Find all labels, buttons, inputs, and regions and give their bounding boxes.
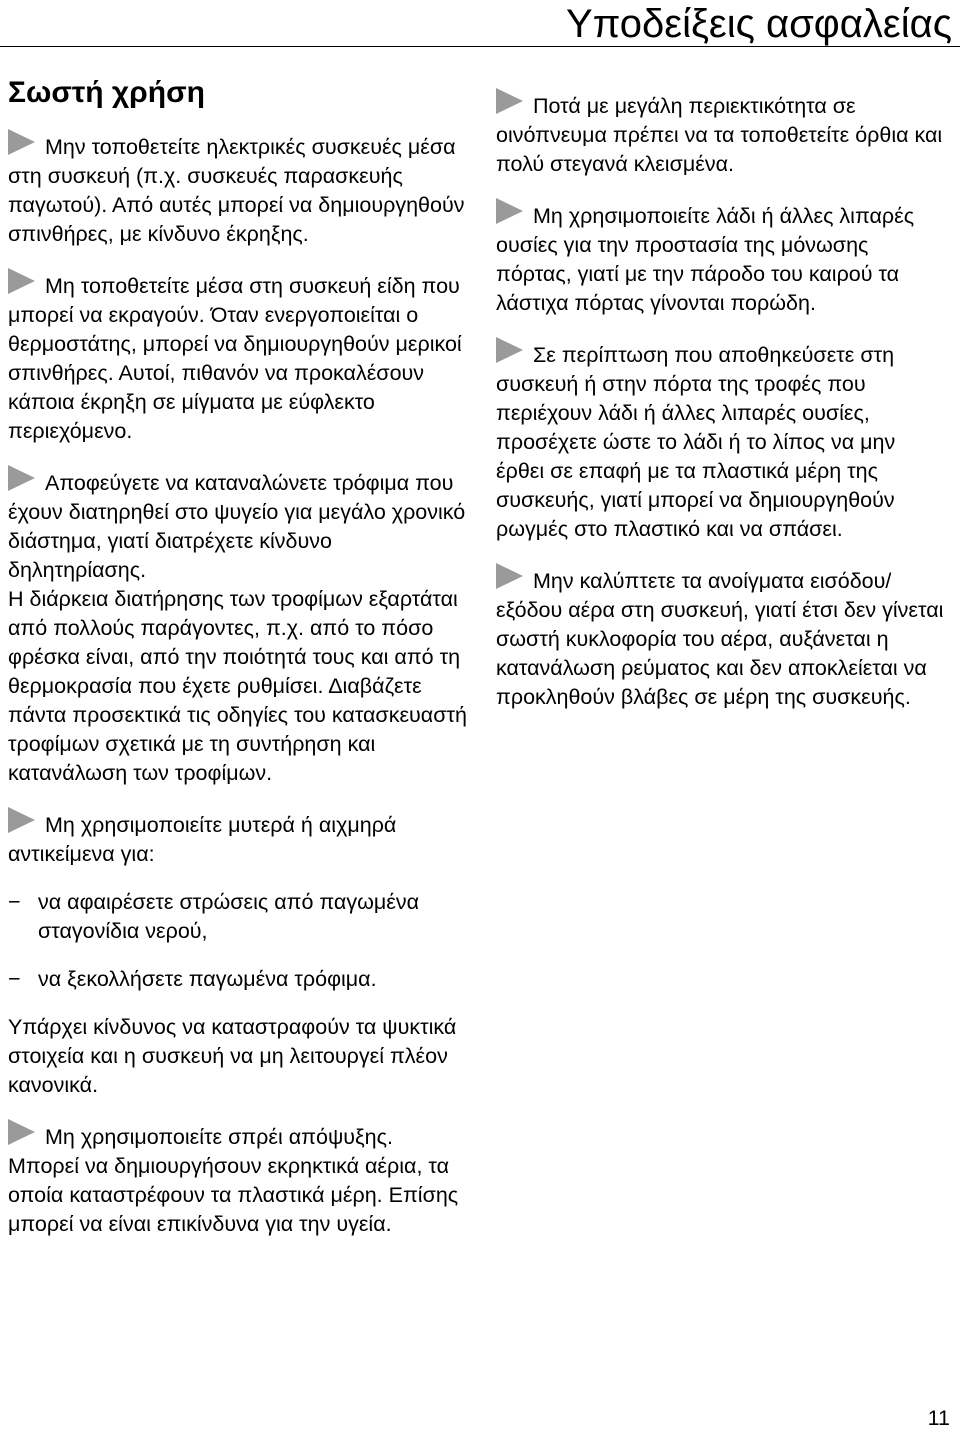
warning-text: Αποφεύγετε να καταναλώνετε τρόφιμα που έχουν διατηρηθεί στο ψυγείο για μεγάλο χρονικό διάστημα, γιατί διατρέχετε κίνδυνο δηλητηρίασης. [8, 471, 466, 582]
triangle-arrow-icon [8, 807, 35, 833]
dash-bullet: − [8, 967, 21, 991]
page-header-title: Υποδείξεις ασφαλείας [566, 2, 952, 46]
dash-bullet: − [8, 890, 21, 914]
dash-item-text: να ξεκολλήσετε παγωμένα τρόφιμα. [38, 967, 377, 991]
right-column [496, 88, 948, 731]
warning-text: Σε περίπτωση που αποθηκεύσετε στη συσκευή ή στην πόρτα της τροφές που περιέχουν λάδι ή άλλες λιπαρές ουσίες, προσέχετε ώστε το λάδι ή το λίπος να μην έρθει σε επαφή με τα πλαστικά μέρη της συσκευής, γιατί μπορεί να δημιουργηθούν ρωγμές στο πλαστικό και να σπάσει. [496, 343, 896, 541]
left-column [8, 75, 470, 1258]
dash-item-text: να αφαιρέσετε στρώσεις από παγωμένα σταγονίδια νερού, [38, 890, 420, 943]
page-number: 11 [927, 1406, 950, 1430]
warning-item [496, 88, 948, 179]
dash-list-item [8, 888, 470, 946]
warning-text: Μην τοποθετείτε ηλεκτρικές συσκευές μέσα στη συσκευή (π.χ. συσκευές παρασκευής παγωτού). Από αυτές μπορεί να δημιουργηθούν σπινθήρες, με κίνδυνο έκρηξης. [8, 135, 465, 246]
warning-item [8, 1119, 470, 1239]
section-title: Σωστή χρήση [8, 76, 205, 109]
triangle-arrow-icon [8, 465, 35, 491]
warning-item [8, 268, 470, 446]
triangle-arrow-icon [8, 1119, 35, 1145]
warning-text: Μη χρησιμοποιείτε σπρέι απόψυξης. [45, 1125, 393, 1149]
warning-item [8, 465, 470, 788]
warning-text: Μην καλύπτετε τα ανοίγματα εισόδου/εξόδου αέρα στη συσκευή, γιατί έτσι δεν γίνεται σωστή κυκλοφορία του αέρα, αυξάνεται η κατανάλωση ρεύματος και δεν αποκλείεται να προκληθούν βλάβες σε μέρη της συσκευής. [496, 569, 944, 709]
triangle-arrow-icon [496, 563, 523, 589]
warning-detail: Υπάρχει κίνδυνος να καταστραφούν τα ψυκτικά στοιχεία και η συσκευή να μη λειτουργεί πλέον κανονικά. [8, 1015, 457, 1097]
warning-item [8, 807, 470, 869]
warning-item [496, 198, 948, 318]
warning-item [496, 337, 948, 544]
triangle-arrow-icon [8, 268, 35, 294]
warning-detail: Μπορεί να δημιουργήσουν εκρηκτικά αέρια, τα οποία καταστρέφουν τα πλαστικά μέρη. Επίσης μπορεί να είναι επικίνδυνα για την υγεία. [8, 1154, 459, 1236]
warning-text: Μη χρησιμοποιείτε λάδι ή άλλες λιπαρές ουσίες για την προστασία της μόνωσης πόρτας, γιατί με την πάροδο του καιρού τα λάστιχα πόρτας γίνονται πορώδη. [496, 204, 915, 315]
dash-list-item [8, 965, 470, 994]
triangle-arrow-icon [496, 88, 523, 114]
warning-text: Ποτά με μεγάλη περιεκτικότητα σε οινόπνευμα πρέπει να τα τοποθετείτε όρθια και πολύ στεγανά κλεισμένα. [496, 94, 943, 176]
warning-item [8, 129, 470, 249]
triangle-arrow-icon [496, 337, 523, 363]
triangle-arrow-icon [496, 198, 523, 224]
header-rule [0, 46, 960, 47]
triangle-arrow-icon [8, 129, 35, 155]
warning-detail: Η διάρκεια διατήρησης των τροφίμων εξαρτάται από πολλούς παράγοντες, π.χ. από το πόσο φρέσκα είναι, από την ποιότητά τους και από τη θερμοκρασία που έχετε ρυθμίσει. Διαβάζετε πάντα προσεκτικά τις οδηγίες του κατασκευαστή τροφίμων σχετικά με τη συντήρηση και κατανάλωση των τροφίμων. [8, 587, 467, 785]
warning-text: Μη τοποθετείτε μέσα στη συσκευή είδη που μπορεί να εκραγούν. Όταν ενεργοποιείται ο θερμοστάτης, μπορεί να δημιουργηθούν μερικοί σπινθήρες. Αυτοί, πιθανόν να προκαλέσουν κάποια έκρηξη σε μίγματα με εύφλεκτο περιεχόμενο. [8, 274, 462, 443]
warning-text: Μη χρησιμοποιείτε μυτερά ή αιχμηρά αντικείμενα για: [8, 813, 397, 866]
warning-item [496, 563, 948, 712]
